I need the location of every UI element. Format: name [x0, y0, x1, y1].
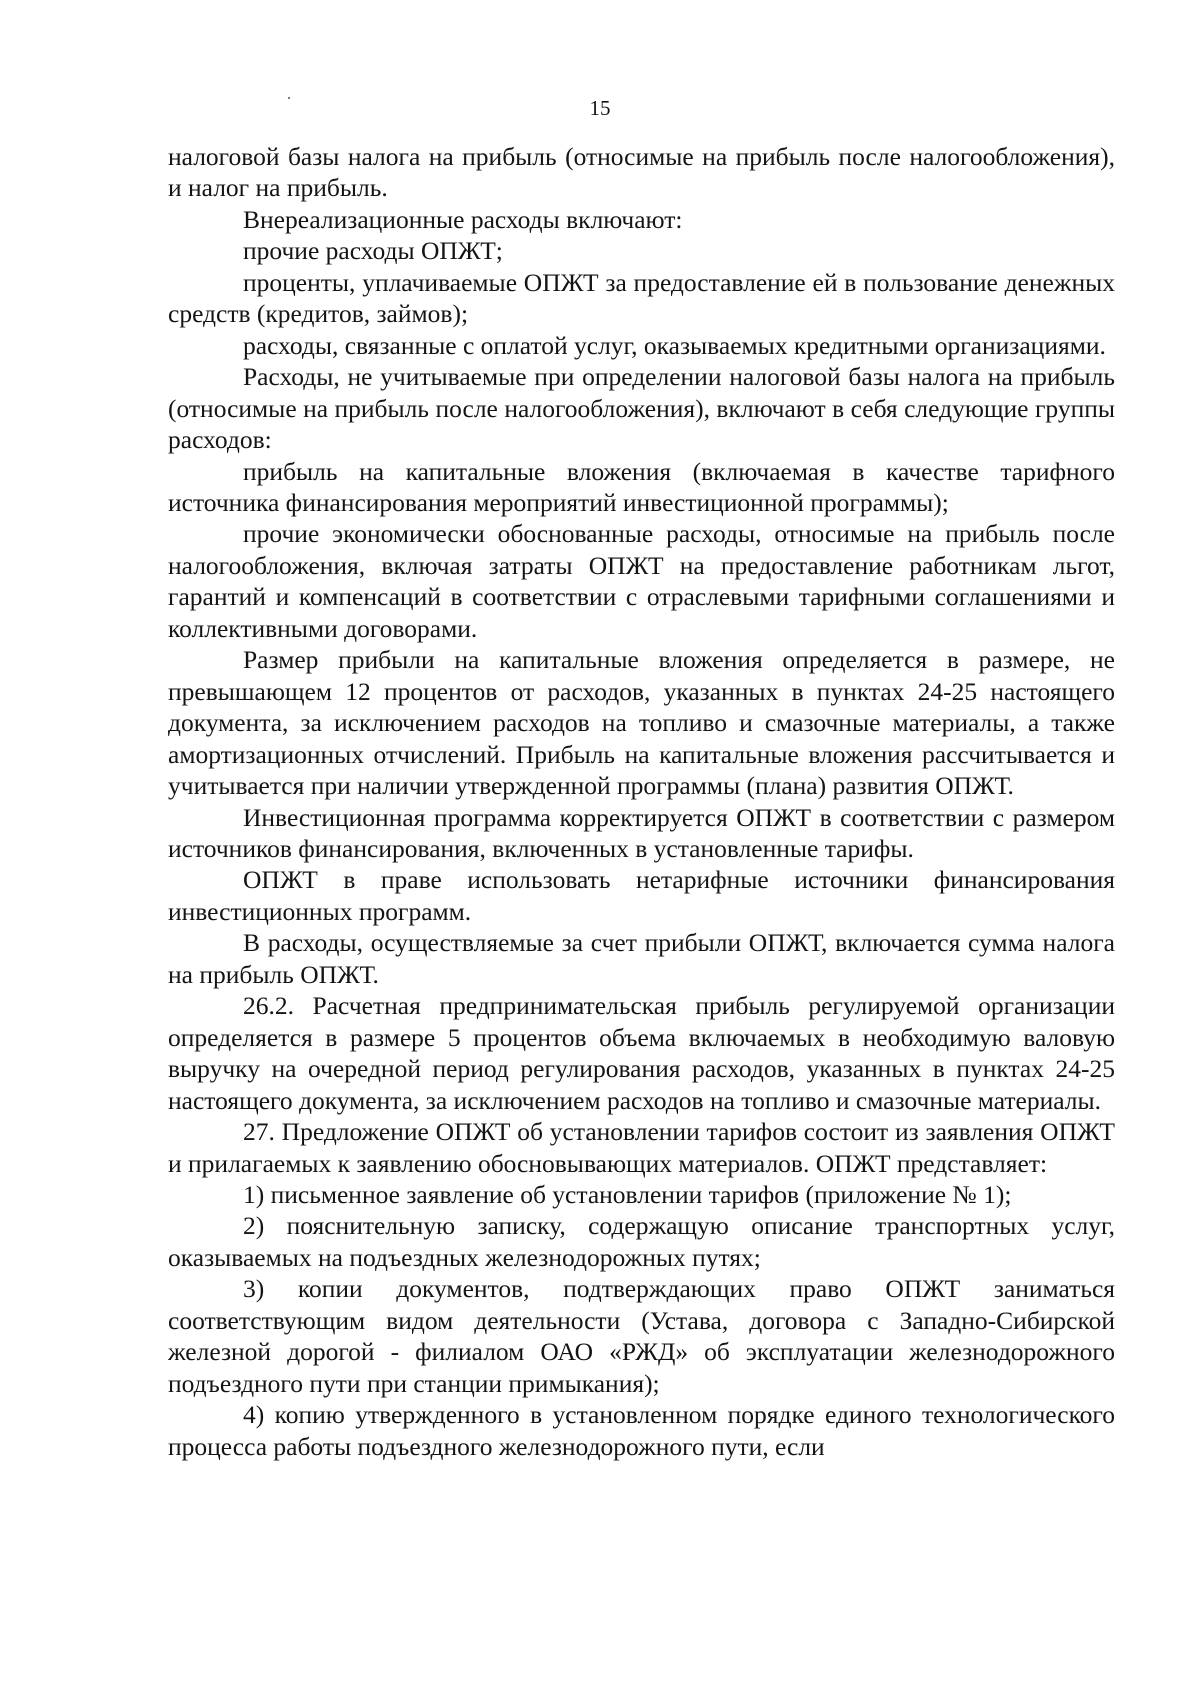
paragraph-income-tax: В расходы, осуществляемые за счет прибыли ОПЖТ, включается сумма налога на прибыль ОПЖТ. — [168, 928, 1115, 989]
list-item-1: 1) письменное заявление об установлении тарифов (приложение № 1); — [243, 1179, 1012, 1209]
document-body — [168, 141, 1115, 1462]
paragraph-other-expenses: прочие расходы ОПЖТ; — [243, 236, 503, 266]
paragraph-capital-investment: прибыль на капитальные вложения (включаемая в качестве тарифного источника финансирования мероприятий инвестиционной программы); — [168, 456, 1115, 517]
paragraph-interest: проценты, уплачиваемые ОПЖТ за предоставление ей в пользование денежных средств (кредитов, займов); — [168, 267, 1115, 329]
paragraph-investment-program: Инвестиционная программа корректируется ОПЖТ в соответствии с размером источников финансирования, включенных в установленные тарифы. — [168, 802, 1115, 863]
page-number: 15 — [589, 96, 611, 120]
paragraph-continuation: налоговой базы налога на прибыль (относимые на прибыль после налогообложения), и налог на прибыль. — [168, 142, 1115, 203]
list-item-3: 3) копии документов, подтверждающих право ОПЖТ заниматься соответствующим видом деятельности (Устава, договора с Западно-Сибирской железной дорогой - филиалом ОАО «РЖД» об эксплуатации железнодорожного подъездного пути при станции примыкания); — [168, 1274, 1115, 1398]
paragraph-non-deductible: Расходы, не учитываемые при определении налоговой базы налога на прибыль (относимые на прибыль после налогообложения), включают в себя следующие группы расходов: — [168, 362, 1115, 455]
paragraph-non-tariff-sources: ОПЖТ в праве использовать нетарифные источники финансирования инвестиционных программ. — [168, 865, 1115, 926]
paragraph-bank-fees: расходы, связанные с оплатой услуг, оказываемых кредитными организациями. — [243, 330, 1106, 360]
list-item-4: 4) копию утвержденного в установленном порядке единого технологического процесса работы подъездного железнодорожного пути, если — [168, 1400, 1115, 1461]
paragraph-26-2: 26.2. Расчетная предпринимательская прибыль регулируемой организации определяется в размере 5 процентов объема включаемых в необходимую валовую выручку на очередной период регулирования расходов, указанных в пунктах 24-25 настоящего документа, за исключением расходов на топливо и смазочные материалы. — [168, 991, 1115, 1115]
paragraph-profit-size: Размер прибыли на капитальные вложения определяется в размере, не превышающем 12 процентов от расходов, указанных в пунктах 24-25 настоящего документа, за исключением расходов на топливо и смазочные материалы, а также амортизационных отчислений. Прибыль на капитальные вложения рассчитывается и учитывается при наличии утвержденной программы (плана) развития ОПЖТ. — [168, 645, 1115, 801]
paragraph-other-justified: прочие экономически обоснованные расходы, относимые на прибыль после налогообложения, включая затраты ОПЖТ на предоставление работникам льгот, гарантий и компенсаций в соответствии с отраслевыми тарифными соглашениями и коллективными договорами. — [168, 519, 1115, 643]
paragraph-27: 27. Предложение ОПЖТ об установлении тарифов состоит из заявления ОПЖТ и прилагаемых к заявлению обосновывающих материалов. ОПЖТ представляет: — [168, 1117, 1115, 1178]
paragraph-nonoperating-heading: Внереализационные расходы включают: — [243, 204, 683, 234]
list-item-2: 2) пояснительную записку, содержащую описание транспортных услуг, оказываемых на подъездных железнодорожных путях; — [168, 1211, 1115, 1272]
